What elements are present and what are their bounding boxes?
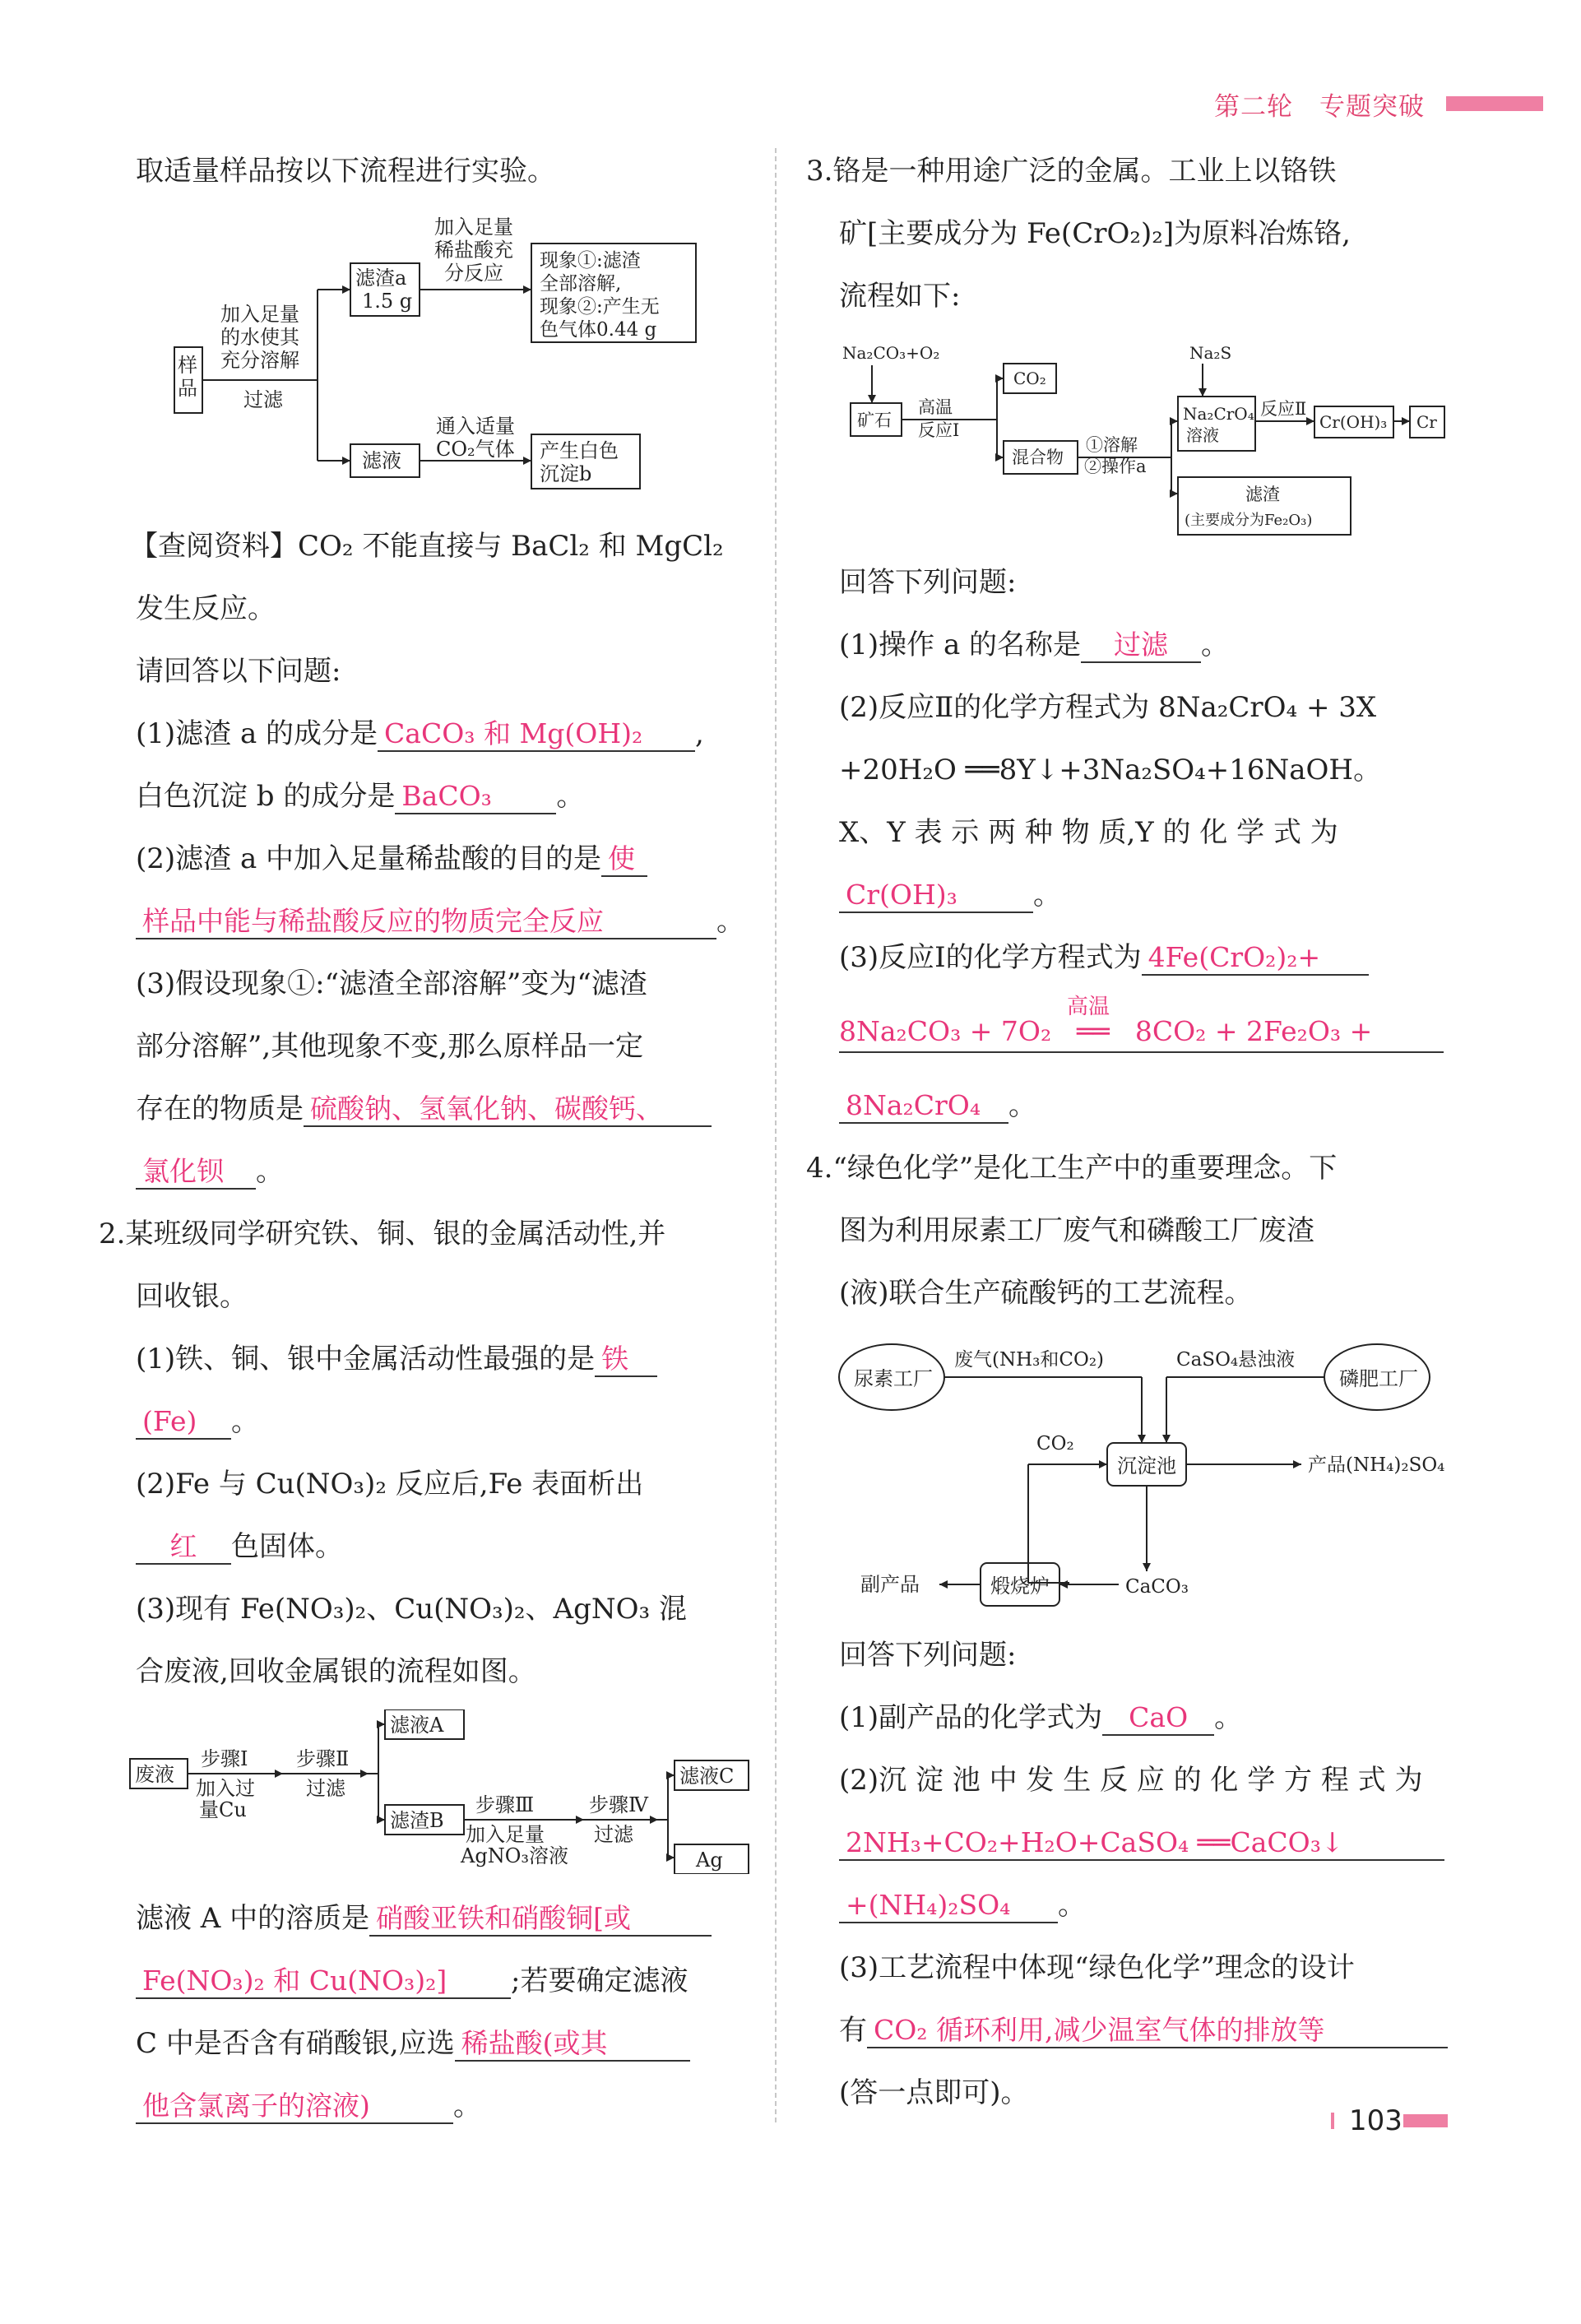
svg-text:尿素工厂: 尿素工厂: [854, 1367, 933, 1390]
svg-text:色气体0.44 g: 色气体0.44 g: [540, 319, 657, 341]
p3q3-line-2: 8Na₂CO₃ + 7O₂ 高温 ══ 8CO₂ + 2Fe₂O₃ +: [839, 1012, 1444, 1053]
svg-text:滤渣: 滤渣: [1245, 485, 1280, 504]
column-divider: [775, 148, 777, 2122]
filtrate-a-line: 滤液 A 中的溶质是 硝酸亚铁和硝酸铜[或: [136, 1899, 712, 1938]
q3-line-2: 部分溶解”,其他现象不变,那么原样品一定: [136, 1030, 643, 1063]
chapter-header: 第二轮 专题突破: [1214, 92, 1425, 122]
svg-text:滤渣a: 滤渣a: [355, 267, 407, 290]
svg-text:步骤Ⅰ: 步骤Ⅰ: [201, 1747, 248, 1770]
svg-text:混合物: 混合物: [1012, 448, 1064, 467]
svg-text:加入过: 加入过: [196, 1777, 255, 1800]
page-number-accent: [1403, 2114, 1448, 2127]
answer-q3-part1: 硫酸钠、氢氧化钠、碳酸钙、: [304, 1092, 712, 1127]
p3q2-line-2: +20H₂O ══8Y↓+3Na₂SO₄+16NaOH。: [839, 754, 1382, 786]
problem3-line-2: 矿[主要成分为 Fe(CrO₂)₂]为原料冶炼铬,: [839, 217, 1351, 250]
problem4-line-2: 图为利用尿素工厂废气和磷酸工厂废渣: [839, 1214, 1314, 1247]
p4q2-line-1: (2)沉 淀 池 中 发 生 反 应 的 化 学 方 程 式 为: [839, 1764, 1423, 1797]
svg-text:过滤: 过滤: [594, 1823, 633, 1846]
p2q3-line-1: (3)现有 Fe(NO₃)₂、Cu(NO₃)₂、AgNO₃ 混: [136, 1593, 687, 1626]
svg-text:步骤Ⅳ: 步骤Ⅳ: [589, 1793, 648, 1816]
svg-text:①溶解: ①溶解: [1086, 435, 1138, 455]
svg-text:磷肥工厂: 磷肥工厂: [1339, 1367, 1418, 1390]
p2q2-line-2: 红 色固体。: [136, 1527, 343, 1566]
svg-text:CaCO₃: CaCO₃: [1125, 1576, 1189, 1598]
answer-p3q3-part3: 8Na₂CrO₄: [839, 1089, 1008, 1124]
svg-text:AgNO₃溶液: AgNO₃溶液: [461, 1844, 568, 1867]
flow-diagram-3: [839, 339, 1464, 545]
answer-filtrate-a-part1: 硝酸亚铁和硝酸铜[或: [369, 1902, 712, 1937]
p3q2-line-1: (2)反应Ⅱ的化学方程式为 8Na₂CrO₄ + 3X: [839, 691, 1377, 724]
p4q3-line-3: (答一点即可)。: [839, 2076, 1029, 2109]
p3q3-line-3: 8Na₂CrO₄ 。: [839, 1086, 1036, 1125]
problem3-line-1: 3.铬是一种用途广泛的金属。工业上以铬铁: [806, 155, 1337, 188]
reference-line-1: 【查阅资料】CO₂ 不能直接与 BaCl₂ 和 MgCl₂: [130, 530, 724, 563]
problem4-line-1: 4.“绿色化学”是化工生产中的重要理念。下: [806, 1152, 1338, 1185]
answer-filtrate-a-part2: Fe(NO₃)₂ 和 Cu(NO₃)₂]: [136, 1964, 511, 1999]
header-accent-bar: [1446, 96, 1543, 111]
svg-text:矿石: 矿石: [857, 411, 892, 430]
p4q3-line-1: (3)工艺流程中体现“绿色化学”理念的设计: [839, 1951, 1355, 1984]
svg-text:稀盐酸充: 稀盐酸充: [434, 239, 513, 262]
svg-text:滤液C: 滤液C: [679, 1765, 735, 1788]
svg-text:过滤: 过滤: [243, 388, 283, 411]
answer-p4q1: CaO: [1102, 1701, 1214, 1736]
svg-text:溶液: 溶液: [1186, 425, 1219, 445]
svg-text:反应Ⅱ: 反应Ⅱ: [1260, 399, 1307, 419]
svg-text:沉淀池: 沉淀池: [1117, 1454, 1176, 1477]
svg-text:高温: 高温: [918, 397, 953, 417]
condition-high-temp: 高温: [1067, 995, 1110, 1019]
svg-text:的水使其: 的水使其: [220, 326, 299, 349]
svg-text:步骤Ⅲ: 步骤Ⅲ: [475, 1793, 535, 1816]
svg-text:Na₂S: Na₂S: [1189, 343, 1232, 363]
svg-text:CO₂气体: CO₂气体: [436, 438, 515, 461]
intro-text: 取适量样品按以下流程进行实验。: [136, 155, 555, 188]
svg-text:充分溶解: 充分溶解: [220, 349, 299, 372]
svg-text:Cr(OH)₃: Cr(OH)₃: [1319, 412, 1388, 432]
p4q2-line-2: [839, 1823, 1444, 1862]
p4-question-prompt: 回答下列问题:: [839, 1639, 1017, 1672]
svg-text:Cr: Cr: [1416, 412, 1437, 432]
svg-text:产品(NH₄)₂SO₄: 产品(NH₄)₂SO₄: [1308, 1454, 1445, 1476]
svg-text:量Cu: 量Cu: [199, 1798, 247, 1821]
answer-p4q2-part2: +(NH₄)₂SO₄: [839, 1889, 1058, 1923]
svg-text:滤液: 滤液: [362, 449, 401, 472]
svg-text:CO₂: CO₂: [1036, 1433, 1074, 1454]
p2q3-line-2: 合废液,回收金属银的流程如图。: [136, 1655, 536, 1688]
filtrate-a-line-2: Fe(NO₃)₂ 和 Cu(NO₃)₂] ;若要确定滤液: [136, 1961, 688, 2001]
problem2-line-1: 2.某班级同学研究铁、铜、银的金属活动性,并: [99, 1218, 666, 1250]
flow-diagram-2: [123, 1709, 757, 1874]
svg-text:Na₂CO₃+O₂: Na₂CO₃+O₂: [842, 343, 940, 363]
answer-p2q1-part2: (Fe): [136, 1405, 231, 1440]
svg-text:副产品: 副产品: [860, 1573, 920, 1596]
svg-text:产生白色: 产生白色: [540, 439, 619, 462]
answer-filtrate-c-part2: 他含氯离子的溶液): [136, 2090, 453, 2124]
answer-q3-part2: 氯化钡: [136, 1155, 256, 1190]
answer-p3q1: 过滤: [1081, 629, 1201, 663]
p4q3-line-2: 有 CO₂ 循环利用,减少温室气体的排放等: [839, 2011, 1448, 2050]
flow1-sample-1: 样: [178, 354, 197, 377]
q2-line: (2)滤渣 a 中加入足量稀盐酸的目的是 使: [136, 839, 647, 879]
svg-text:品: 品: [178, 377, 197, 400]
p3q2-line-4: Cr(OH)₃ 。: [839, 875, 1061, 915]
problem3-line-3: 流程如下:: [839, 280, 961, 313]
svg-text:Na₂CrO₄: Na₂CrO₄: [1183, 404, 1254, 424]
svg-text:分反应: 分反应: [444, 262, 503, 285]
filtrate-c-line-2: 他含氯离子的溶液) 。: [136, 2086, 481, 2126]
svg-text:煅烧炉: 煅烧炉: [990, 1575, 1050, 1598]
answer-filtrate-c-part1: 稀盐酸(或其: [455, 2027, 690, 2062]
svg-text:过滤: 过滤: [306, 1777, 345, 1800]
page-number-tick: [1331, 2113, 1334, 2129]
svg-text:废液: 废液: [135, 1763, 174, 1786]
q3-line-1: (3)假设现象①:“滤渣全部溶解”变为“滤渣: [136, 967, 647, 1000]
answer-p3q3-part1: 4Fe(CrO₂)₂+: [1142, 941, 1369, 976]
svg-text:全部溶解,: 全部溶解,: [540, 273, 622, 295]
p3q2-line-3: X、Y 表 示 两 种 物 质,Y 的 化 学 式 为: [839, 816, 1338, 849]
answer-p3q3-part2a: 8Na₂CO₃ + 7O₂: [839, 1015, 1052, 1047]
q1b-line: 白色沉淀 b 的成分是 BaCO₃ 。: [136, 780, 585, 813]
filtrate-c-line: C 中是否含有硝酸银,应选 稀盐酸(或其: [136, 2024, 690, 2063]
reference-line-2: 发生反应。: [136, 592, 276, 625]
svg-text:CO₂: CO₂: [1013, 369, 1046, 388]
svg-text:加入足量: 加入足量: [466, 1823, 545, 1846]
answer-p3q3-part2b: 8CO₂ + 2Fe₂O₃ +: [1134, 1015, 1373, 1047]
answer-q2-part2: 样品中能与稀盐酸反应的物质完全反应: [136, 905, 716, 939]
answer-p2q2: 红: [136, 1530, 231, 1565]
q3-line-4: 氯化钡 。: [136, 1152, 284, 1191]
svg-text:通入适量: 通入适量: [436, 415, 515, 438]
p3-question-prompt: 回答下列问题:: [839, 566, 1017, 599]
svg-text:现象①:滤渣: 现象①:滤渣: [540, 250, 641, 271]
answer-q2-part1: 使: [601, 842, 647, 877]
svg-text:Ag: Ag: [696, 1849, 723, 1872]
q3-line-3: 存在的物质是 硫酸钠、氢氧化钠、碳酸钙、: [136, 1089, 712, 1129]
answer-q1a: CaCO₃ 和 Mg(OH)₂: [378, 717, 695, 752]
question-prompt: 请回答以下问题:: [136, 655, 341, 688]
answer-p3q2: Cr(OH)₃: [839, 879, 1033, 913]
page-number: 103: [1349, 2104, 1402, 2137]
q1a-line: (1)滤渣 a 的成分是 CaCO₃ 和 Mg(OH)₂ ,: [136, 717, 704, 750]
flow-diagram-1: [165, 216, 724, 512]
svg-text:废气(NH₃和CO₂): 废气(NH₃和CO₂): [954, 1349, 1105, 1371]
p2q1-line-2: (Fe) 。: [136, 1402, 259, 1441]
svg-text:反应Ⅰ: 反应Ⅰ: [918, 420, 960, 440]
svg-text:(主要成分为Fe₂O₃): (主要成分为Fe₂O₃): [1185, 512, 1313, 529]
answer-p4q3: CO₂ 循环利用,减少温室气体的排放等: [867, 2014, 1448, 2048]
answer-p2q1-part1: 铁: [595, 1343, 657, 1377]
q2-line-2: 样品中能与稀盐酸反应的物质完全反应 。: [136, 902, 744, 941]
svg-text:CaSO₄悬浊液: CaSO₄悬浊液: [1176, 1349, 1296, 1371]
problem4-line-3: (液)联合生产硫酸钙的工艺流程。: [839, 1277, 1253, 1310]
p2q1-line: (1)铁、铜、银中金属活动性最强的是 铁: [136, 1339, 657, 1379]
svg-text:②操作a: ②操作a: [1084, 457, 1147, 476]
svg-text:沉淀b: 沉淀b: [540, 462, 592, 485]
p4q1-line: (1)副产品的化学式为 CaO 。: [839, 1701, 1243, 1734]
p4q2-line-3: +(NH₄)₂SO₄ 。: [839, 1886, 1086, 1925]
svg-text:滤渣B: 滤渣B: [390, 1809, 444, 1832]
p3q1-line: (1)操作 a 的名称是 过滤 。: [839, 629, 1230, 661]
svg-text:加入足量: 加入足量: [220, 303, 299, 326]
svg-text:步骤Ⅱ: 步骤Ⅱ: [296, 1747, 350, 1770]
answer-q1b: BaCO₃: [395, 780, 556, 814]
svg-text:滤液A: 滤液A: [390, 1714, 444, 1737]
answer-p4q2-part1: 2NH₃+CO₂+H₂O+CaSO₄ ══CaCO₃↓: [839, 1826, 1444, 1861]
flow-diagram-4: [831, 1333, 1464, 1612]
p3q3-line-1: (3)反应Ⅰ的化学方程式为 4Fe(CrO₂)₂+: [839, 938, 1369, 977]
svg-text:加入足量: 加入足量: [434, 216, 513, 239]
svg-text:1.5 g: 1.5 g: [362, 290, 413, 313]
svg-text:现象②:产生无: 现象②:产生无: [540, 296, 660, 318]
p2q2-line-1: (2)Fe 与 Cu(NO₃)₂ 反应后,Fe 表面析出: [136, 1468, 644, 1501]
problem2-line-2: 回收银。: [136, 1280, 248, 1313]
